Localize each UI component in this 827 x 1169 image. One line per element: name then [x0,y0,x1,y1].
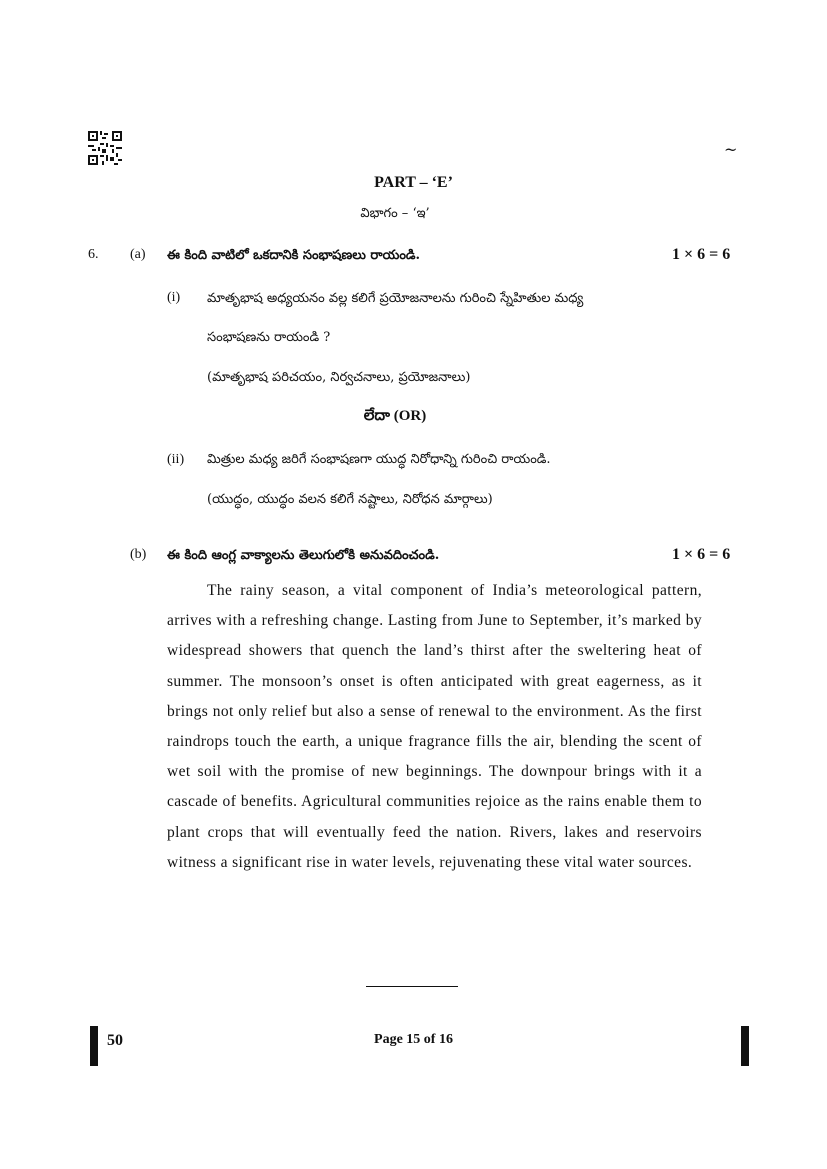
part-a-label: (a) [130,247,146,262]
footer-right-bar [741,1026,749,1066]
option-i-line1: మాతృభాష అధ్యయనం వల్ల కలిగే ప్రయోజనాలను గురించి స్నేహితుల మధ్య [207,291,584,306]
part-title: PART – ‘E’ [374,174,453,191]
option-i-hint: (మాతృభాష పరిచయం, నిర్వచనాలు, ప్రయోజనాలు) [207,370,471,385]
part-title-telugu: విభాగం – ‘ఇ’ [360,206,430,221]
or-divider: లేదా (OR) [363,408,427,424]
part-b-instruction: ఈ కింది ఆంగ్ల వాక్యాలను తెలుగులోకి అనువదించండి. [167,548,440,563]
part-b-marks: 1 × 6 = 6 [672,546,731,563]
qr-code [88,131,122,165]
question-number: 6. [88,247,99,262]
paper-code: 50 [107,1032,123,1049]
option-ii-line1: మిత్రుల మధ్య జరిగే సంభాషణగా యుద్ధ నిరోధాన్ని గురించి రాయండి. [207,452,551,467]
part-b-label: (b) [130,547,147,562]
part-a-marks: 1 × 6 = 6 [672,246,731,263]
translation-passage: The rainy season, a vital component of India’s meteorological pattern, arrives with a refreshing change. Lasting from June to September, it’s marked by widespread showers that quench the land’s thirst after the sweltering heat of summer. The monsoon’s onset is often anticipated with great eagerness, as it brings not only relief but also a sense of renewal to the environment. As the first raindrops touch the earth, a unique fragrance fills the air, blending the scent of wet soil with the promise of new beginnings. The downpour brings with it a cascade of benefits. Agricultural communities rejoice as the rains enable them to plant crops that will eventually feed the nation. Rivers, lakes and reservoirs witness a significant rise in water levels, rejuvenating these vital water sources. [167,582,702,871]
option-ii-label: (ii) [167,452,185,467]
option-i-line2: సంభాషణను రాయండి ? [207,330,331,345]
part-a-instruction: ఈ కింది వాటిలో ఒకదానికి సంభాషణలు రాయండి. [167,248,421,263]
option-ii-hint: (యుద్ధం, యుద్ధం వలన కలిగే నష్టాలు, నిరోధన మార్గాలు) [207,492,493,507]
end-rule [366,986,458,987]
option-i-label: (i) [167,290,181,305]
corner-mark: ~ [724,140,738,159]
page-indicator: Page 15 of 16 [374,1032,453,1047]
